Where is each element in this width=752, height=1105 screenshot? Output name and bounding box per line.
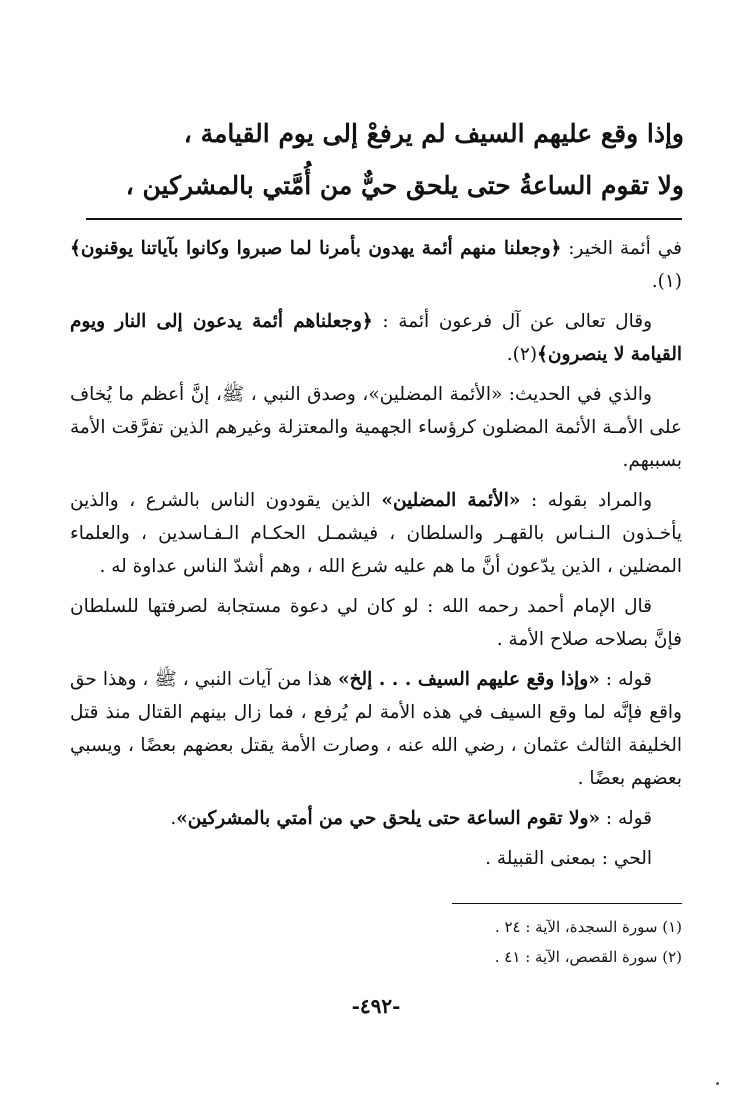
quran-quote: ﴿وجعلناهم أئمة يدعون إلى النار ويوم القيامة لا ينصرون﴾: [70, 311, 682, 365]
footnote: (١) سورة السجدة، الآية : ٢٤ .: [494, 918, 682, 936]
footnotes: [70, 912, 682, 972]
paragraph: [70, 484, 682, 583]
scan-speck: [716, 1082, 719, 1085]
hadith-line: وإذا وقع عليهم السيف لم يرفعْ إلى يوم القيامة ،: [183, 119, 684, 148]
paragraph: قال الإمام أحمد رحمه الله : لو كان لي دعوة مستجابة لصرفتها للسلطان فإنَّ بصلاحه صلاح الأمة .: [70, 596, 682, 650]
paragraph: والذي في الحديث: «الأئمة المضلين»، وصدق النبي ، ﷺ، إنَّ أعظم ما يُخاف على الأمـة الأئمة المضلون كرؤساء الجهمية والمعتزلة وغيرهم الذين تفرَّقت الأمة بسببهم.: [70, 384, 682, 471]
hadith-quote: «الأئمة المضلين»: [381, 490, 521, 511]
paragraph: [70, 305, 682, 371]
hadith-quote: «ولا تقوم الساعة حتى يلحق حي من أمتي بالمشركين»: [176, 808, 601, 829]
header-divider: [86, 218, 682, 220]
quran-quote: ﴿وجعلنا منهم أئمة يهدون بأمرنا لما صبروا وكانوا بآياتنا يوقنون﴾: [70, 238, 562, 259]
paragraph-text: .: [170, 808, 177, 829]
footnote-ref: (١).: [651, 271, 682, 292]
paragraph-text: قوله :: [599, 669, 652, 690]
hadith-line: ولا تقوم الساعةُ حتى يلحق حيٌّ من أُمَّتي بالمشركين ،: [125, 171, 684, 200]
footnote: (٢) سورة القصص، الآية : ٤١ .: [494, 948, 682, 966]
paragraph-text: في أئمة الخير:: [561, 238, 682, 259]
footnote-ref: (٢).: [506, 344, 538, 365]
paragraph: [70, 663, 682, 795]
paragraph-text: والمراد بقوله :: [520, 490, 652, 511]
paragraph: [70, 232, 682, 298]
paragraph-text: قوله :: [600, 808, 652, 829]
paragraph: الحي : بمعنى القبيلة .: [485, 848, 652, 869]
commentary-body: [70, 232, 682, 882]
paragraph: [70, 802, 682, 835]
paragraph-text: الذين يقودون الناس بالشرع ، والذين يأخـذون الـنـاس بالقهـر والسلطان ، فيشمـل الحكـام الـفـاسدين ، والعلماء المضلين ، الذين يدّعون أنَّ ما هم عليه شرع الله ، وهم أشدّ الناس عداوة له .: [70, 490, 682, 577]
paragraph-text: هذا من آيات النبي ، ﷺ ، وهذا حق واقع فإنَّه لما وقع السيف في هذه الأمة لم يُرفع ، فما زال بينهم القتال منذ قتل الخليفة الثالث عثمان ، رضي الله عنه ، وصارت الأمة يقتل بعضهم بعضًا ، ويسبي بعضهم بعضًا .: [70, 669, 682, 789]
hadith-quote: «وإذا وقع عليهم السيف . . . إلخ»: [338, 669, 600, 690]
footnote-divider: [452, 903, 682, 904]
paragraph-text: وقال تعالى عن آل فرعون أئمة :: [372, 311, 653, 332]
page-number: -٤٩٢-: [351, 994, 401, 1018]
hadith-text: [60, 108, 684, 212]
